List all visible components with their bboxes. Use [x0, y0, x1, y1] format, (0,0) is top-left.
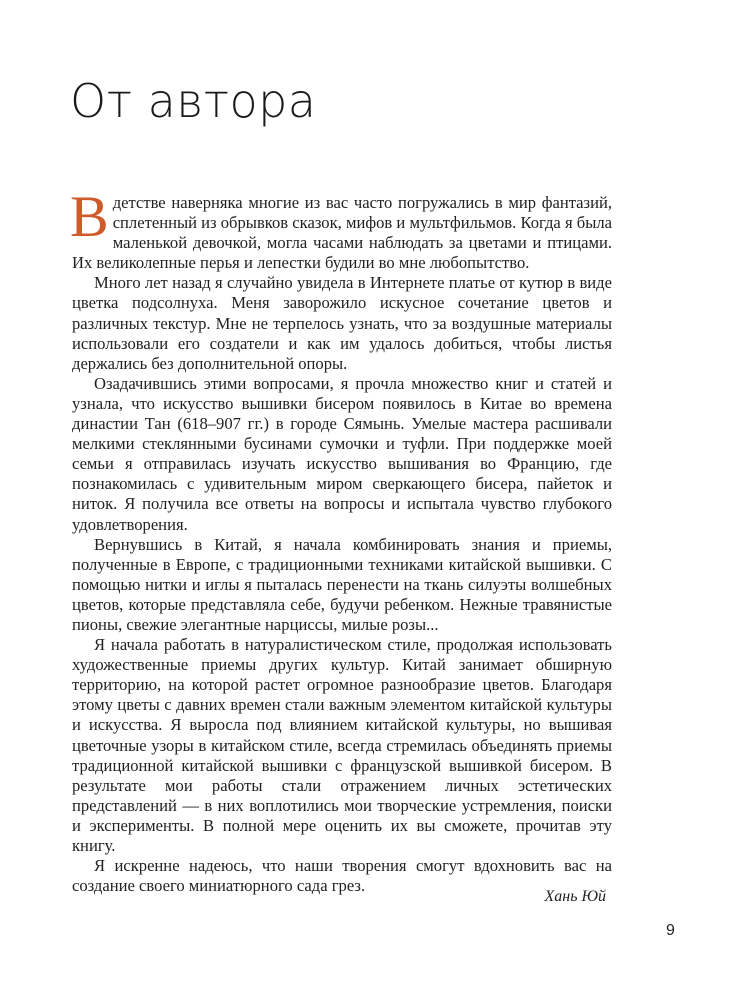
author-signature: Хань Юй — [544, 888, 606, 905]
paragraph-intro — [70, 184, 612, 273]
paragraph: Много лет назад я случайно увидела в Интернете платье от кутюр в виде цветка подсолнуха. Меня заворожило искусное сочетание цветов и различных текстур. Мне не терпелось узнать, что за воздушные материалы использовали его создатели и как им удалось добиться, чтобы листья держались без дополнительной опоры. — [72, 273, 612, 373]
drop-cap: В — [70, 184, 109, 249]
intro-text: детстве наверняка многие из вас часто погружались в мир фантазий, сплетенный из обрывков сказок, мифов и мультфильмов. Когда я была маленькой девочкой, могла часами наблюдать за цветами и птицами. Их великолепные перья и лепестки будили во мне любопытство. — [72, 193, 612, 273]
page-title: От автора — [70, 74, 317, 128]
article-body — [70, 184, 612, 896]
paragraph: Озадачившись этими вопросами, я прочла множество книг и статей и узнала, что искусство вышивки бисером появилось в Китае во времена династии Тан (618–907 гг.) в городе Сямынь. Умелые мастера расшивали мелкими стеклянными бусинами сумочки и туфли. При поддержке моей семьи я отправилась изучать искусство вышивания во Францию, где познакомилась с удивительным миром сверкающего бисера, пайеток и ниток. Я получила все ответы на вопросы и испытала чувство глубокого удовлетворения. — [72, 373, 612, 534]
paragraph: Я начала работать в натуралистическом стиле, продолжая использовать художественные приемы других культур. Китай занимает обширную территорию, на которой растет огромное разнообразие цветов. Благодаря этому цветы с давних времен стали важным элементом китайской культуры и искусства. Я выросла под влиянием китайской культуры, но вышивая цветочные узоры в китайском стиле, всегда стремилась объединять приемы традиционной китайской вышивки с французской вышивкой бисером. В результате мои работы стали отражением личных эстетических представлений — в них воплотились мои творческие устремления, поиски и эксперименты. В полной мере оценить их вы сможете, прочитав эту книгу. — [72, 635, 612, 855]
page-number: 9 — [666, 922, 675, 939]
paragraph: Я искренне надеюсь, что наши творения смогут вдохновить вас на создание своего миниатюрного сада грез. — [72, 856, 612, 896]
paragraph: Вернувшись в Китай, я начала комбинировать знания и приемы, полученные в Европе, с традиционными техниками китайской вышивки. С помощью нитки и иглы я пыталась перенести на ткань силуэты волшебных цветов, которые представляла себе, будучи ребенком. Нежные травянистые пионы, свежие элегантные нарциссы, милые розы... — [72, 534, 612, 634]
